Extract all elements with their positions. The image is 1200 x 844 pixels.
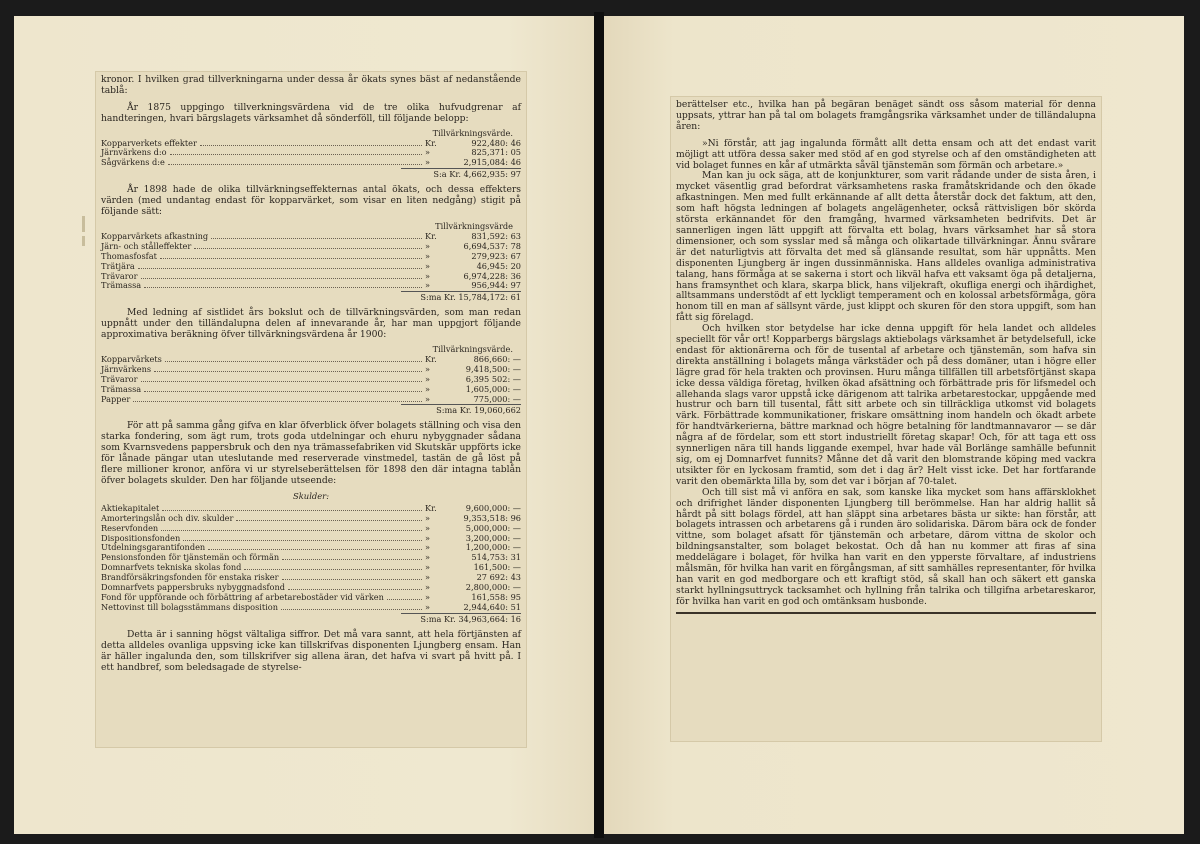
page-edge-mark	[82, 216, 85, 232]
table-row: Papper » 775,000: —	[101, 393, 521, 404]
table-header: Tillvärkningsvärde.	[432, 127, 513, 138]
right-newspaper-clipping	[670, 96, 1102, 742]
table-sum: S:ma Kr. 15,784,172: 61	[401, 291, 521, 302]
book-gutter	[594, 12, 604, 838]
paragraph: Och hvilken stor betydelse har icke denna uppgift för hela landet och alldeles speciellt för vår ort! Kopparbergs bärgslags aktiebolags värksamhet är betydelsefull, icke endast för aktionärerna och för de tusental af arbetare och tjänstemän, som hafva sin direkta anställning i bolagets många värkstäder och på dess domäner, utan i högre eller lägre grad för hela trakten och provinsen. Huru många tillfällen till arbetsförtjänst skapa icke dessa väldiga företag, hvilken ökad afsättning och förbättrade pris för lifsmedel och allehanda slags varor uppstå icke därigenom att talrika arbetarestockar, uppgående med hustrur och barn till tusental, fått sitt arbete och sin tillräckliga utkomst vid bolagets värk. Förbättrade kommunikationer, friskare omsättning inom handeln och ökadt arbete för handtvärkerierna, bättre marknad och högre betalning för landtmannavaror — se där några af de fördelar, som ett stort industriellt företag skapar! Och, för att taga ett oss synnerligen nära till hands liggande exempel, hvar hade väl Borlänge samhälle befunnit sig, om ej Domnarfvet funnits? Månne det då varit den blomstrande köping med vackra utsikter för en lyckosam framtid, som det i dag är? Helt visst icke. Det har fortfarande varit den obemärkta lilla by, som det var i början af 70-talet.	[676, 323, 1096, 487]
table-row: Utdelningsgarantifonden » 1,200,000: —	[101, 542, 521, 553]
closing-rule	[676, 612, 1096, 614]
table-row: Sågvärkens d:e » 2,915,084: 46	[101, 157, 521, 168]
table-row: Amorteringslån och div. skulder » 9,353,518: 96	[101, 512, 521, 523]
paragraph: För att på samma gång gifva en klar öfverblick öfver bolagets ställning och visa den starka fondering, som ägt rum, trots goda utdelningar och ehuru nybyggnader sådana som Kvarnsvedens pappersbruk och den nya trämassefabriken vid Skutskär uppförts icke för lånade pängar utan uteslutande med reserverade vinstmedel, tastän de gå löst på flere millioner kronor, anföra vi ur styrelseberättelsen för 1898 den där intagna tablån öfver bolagets skulder. Den har följande utseende:	[101, 420, 521, 486]
table-row: Järnvärkens » 9,418,500: —	[101, 363, 521, 374]
table-row: Reservfonden » 5,000,000: —	[101, 522, 521, 533]
table-row: Thomasfosfat » 279,923: 67	[101, 250, 521, 261]
table-row: Trätjära » 46,945: 20	[101, 260, 521, 271]
paragraph: Detta är i sanning högst vältaliga siffror. Det må vara sannt, att hela förtjänsten af detta alldeles ovanliga uppsving icke kan tillskrifvas disponenten Ljungberg ensam. Han är häller ingalunda den, som tillskrifver sig allena äran, det hafva vi svart på hvitt på. I ett handbref, som beledsagade de styrelse-	[101, 628, 521, 673]
table-row: Aktiekapitalet Kr. 9,600,000: —	[101, 502, 521, 513]
table-sum: S:ma Kr. 34,963,664: 16	[401, 613, 521, 624]
paragraph: Och till sist må vi anföra en sak, som kanske lika mycket som hans affärsklokhet och drifrighet länder disponenten Ljungberg till berömmelse. Han har aldrig hallit så hårdt på sitt bolags fördel, att han släppt sina arbetares bästa ur sikte: han förstår, att bolagets intrassen och arbetarens gå i runden äro solidariska. Därom bära ock de fonder vittne, som bolaget afsatt för tjänstemän och arbetare, därom vittna de skolor och bildningsanstalter, som bolaget bekostat. Och då han nu kommer att firas af sina meddelägare i bolaget, för hvilka han varit en den ypperste förvaltare, af industriens målsmän, för hvilka han varit en förgångsman, af sitt samhälles representanter, för hvilka han varit en god medborgare och ett kraftigt stöd, så skall han och säkert ett ganska starkt hyllningsuttryck tacksamhet och hyllning från talrika och tillgifna arbetareskaror, för hvilka han varit en god och omtänksam husbonde.	[676, 486, 1096, 607]
table-row: Dispositionsfonden » 3,200,000: —	[101, 532, 521, 543]
production-table-1875	[101, 129, 521, 180]
table-row: Trävaror » 6,974,228: 36	[101, 270, 521, 281]
page-edge-mark	[82, 236, 85, 246]
table-subtitle: Skulder:	[292, 490, 330, 501]
table-row: Pensionsfonden för tjänstemän och förmän » 514,753: 31	[101, 552, 521, 563]
quote-paragraph: »Ni förstår, att jag ingalunda förmått allt detta ensam och att det endast varit möjligt att utföra dessa saker med stöd af en god styrelse och af den omständigheten att vid bolaget funnes en kår af utmärkta såväl tjänstemän som förmän och arbetare.»	[676, 137, 1096, 171]
production-table-1900	[101, 345, 521, 415]
paragraph: År 1875 uppgingo tillverkningsvärdena vid de tre olika hufvudgrenar af handteringen, hvari bärgslagets värksamhet då sönderföll, till följande belopp:	[101, 101, 521, 124]
paragraph: berättelser etc., hvilka han på begäran benäget sändt oss såsom material för denna uppsats, yttrar han på tal om bolagets framgångsrika värksamhet under de tilländalupna åren:	[676, 99, 1096, 132]
table-row: Kopparverkets effekter Kr. 922,480: 46	[101, 137, 521, 148]
table-row: Brandförsäkringsfonden för enstaka risker » 27 692: 43	[101, 572, 521, 583]
table-header: Tillvärkningsvärde	[435, 220, 513, 231]
left-newspaper-clipping	[95, 71, 527, 748]
table-row: Domnarfvets pappersbruks nybyggnadsfond » 2,800,000: —	[101, 582, 521, 593]
table-sum: S:ma Kr. 19,060,662	[401, 404, 521, 415]
table-row: Domnarfvets tekniska skolas fond » 161,500: —	[101, 562, 521, 573]
table-row: Järnvärkens d:o » 825,371: 05	[101, 147, 521, 158]
table-sum: S:a Kr. 4,662,935: 97	[401, 168, 521, 179]
table-row: Trävaror » 6,395 502: —	[101, 373, 521, 384]
table-header: Tillvärkningsvärde.	[432, 344, 513, 355]
paragraph: kronor. I hvilken grad tillverkningarna under dessa år ökats synes bäst af nedanstående tablå:	[101, 74, 521, 96]
table-row: Trämassa » 956,944: 97	[101, 280, 521, 291]
liabilities-table	[101, 492, 521, 624]
production-table-1898	[101, 222, 521, 302]
paragraph: År 1898 hade de olika tillvärkningseffekternas antal ökats, och dessa effekters värden (med undantag endast för kopparvärket, som visar en liten nedgång) stigit på följande sätt:	[101, 184, 521, 218]
table-row: Kopparvärkets Kr. 866,660: —	[101, 353, 521, 364]
paragraph: Med ledning af sistlidet års bokslut och de tillvärkningsvärden, som man redan uppnått under den tilländalupna delen af innevarande år, har man uppgjort följande approximativa beräkning öfver tillvärkningsvärdena år 1900:	[101, 307, 521, 341]
table-row: Fond för uppförande och förbättring af arbetarebostäder vid värken » 161,558: 95	[101, 591, 521, 602]
paragraph: Man kan ju ock säga, att de konjunkturer, som varit rådande under de sista åren, i mycket väsentlig grad befordrat värksamhetens raska framåtskridande och den ökade afkastningen. Men med fullt erkännande af allt detta återstår dock det faktum, att den, som haft högsta ledningen af bolagets angelägenheter, också rättvisligen bör skörda största erkännandet för den framgång, hvarmed värksamheten bedrifvits. Det är sannerligen ingen lätt uppgift att förvalta ett bolag, hvars värksamhet har så stora dimensioner, och som sysslar med så många och olikartade tillvärkningar. Ännu svårare är det naturligtvis att förvalta det med så glänsande resultat, som här uppnåtts. Men disponenten Ljungberg är ingen dussinmänniska. Hans alldeles ovanliga administrativa talang, hans förmåga at se sakerna i stort och likväl hafva ett vaksamt öga på detaljerna, hans framsynthet och klara, skarpa blick, hans viljekraft, okufliga energi och ihärdighet, alltsammans understödt af ett lyckligt temperament och en kolossal arbetsförmåga, göra honom till en man af sällsynt värde, just klippt och skuren för den stora uppgift, som han fått sig förelagd.	[676, 170, 1096, 324]
table-row: Kopparvärkets afkastning Kr. 831,592: 63	[101, 230, 521, 241]
table-row: Nettovinst till bolagsstämmans disposition » 2,944,640: 51	[101, 601, 521, 612]
table-row: Trämassa » 1,605,000: —	[101, 383, 521, 394]
table-row: Järn- och stålleffekter » 6,694,537: 78	[101, 240, 521, 251]
